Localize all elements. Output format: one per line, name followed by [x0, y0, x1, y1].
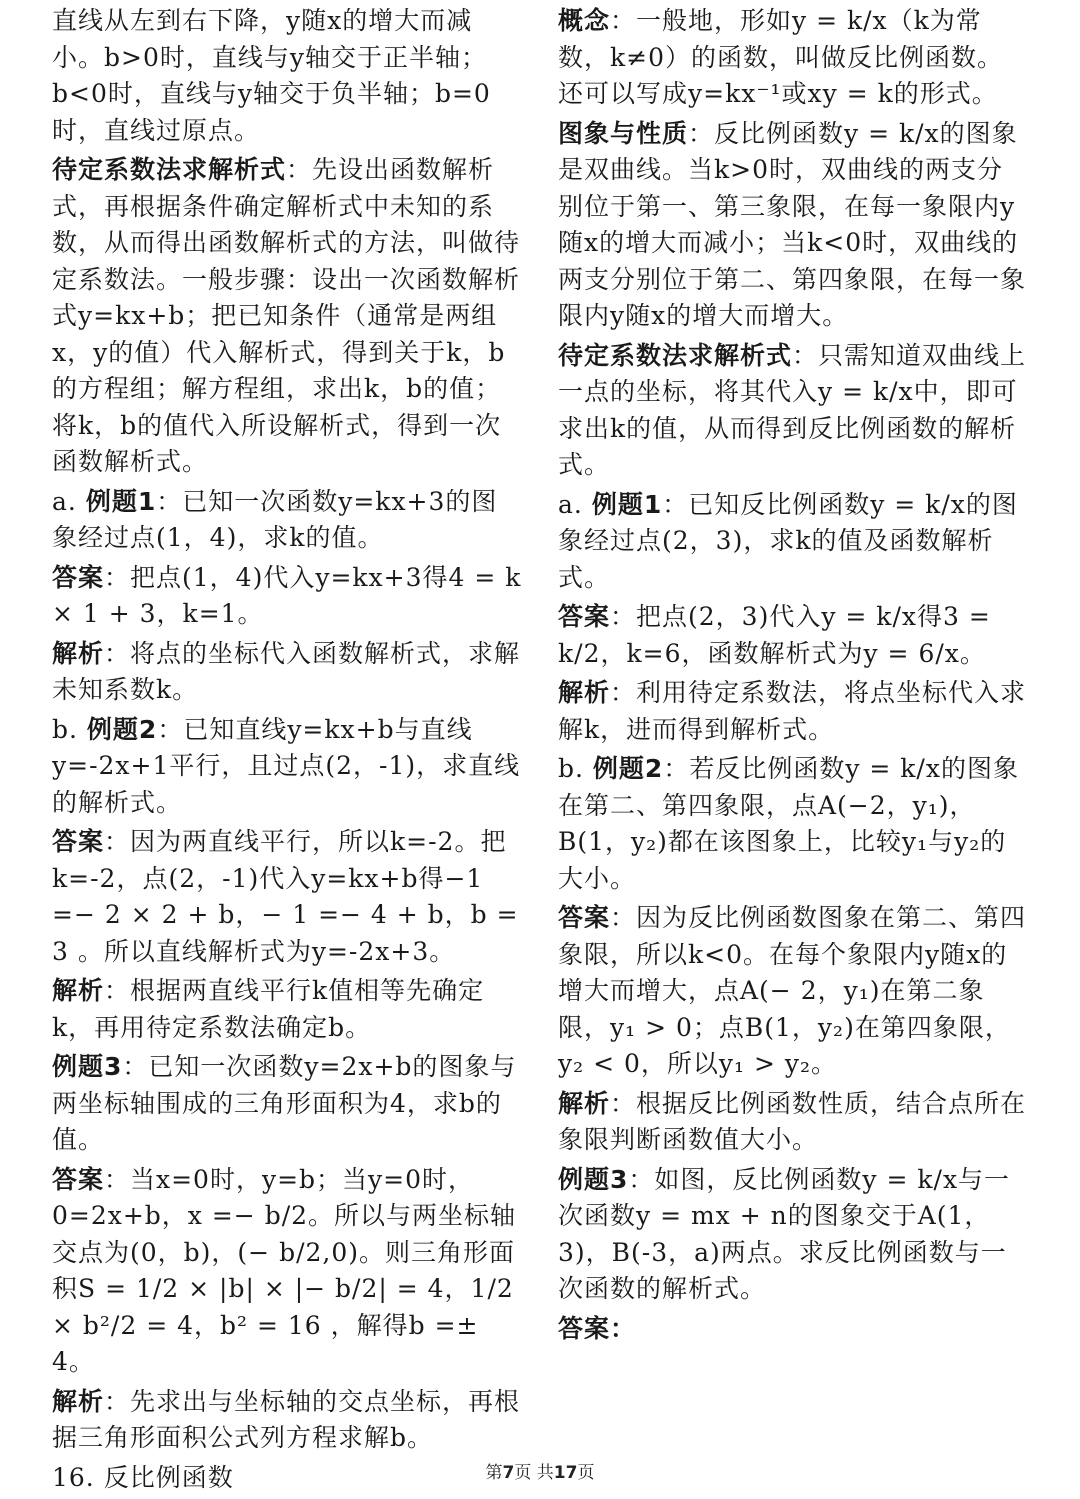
- linear-example-1-analysis: 解析：将点的坐标代入函数解析式，求解未知系数k。: [52, 638, 521, 704]
- inverse-example-3: 例题3：如图，反比例函数y = k/x与一次函数y = mx + n的图象交于A(1，3)，B(-3，a)两点。求反比例函数与一次函数的解析式。: [558, 1164, 1011, 1303]
- total-page-count: 17: [553, 1463, 578, 1483]
- inverse-function-concept: 概念：一般地，形如y = k/x（k为常数，k≠0）的函数，叫做反比例函数。还可以写成y=kx⁻¹或xy = k的形式。: [558, 6, 1004, 108]
- inverse-example-1-analysis: 解析：利用待定系数法，将点坐标代入求解k，进而得到解析式。: [558, 678, 1027, 744]
- linear-example-2-analysis: 解析：根据两直线平行k值相等先确定k，再用待定系数法确定b。: [52, 976, 485, 1042]
- inverse-graph-properties: 图象与性质：反比例函数y = k/x的图象是双曲线。当k>0时，双曲线的两支分别位于第一、第三象限，在每一象限内y随x的增大而减小；当k<0时，双曲线的两支分别位于第二、第四象限，在每一象限内y随x的增大而增大。: [558, 118, 1027, 330]
- inverse-example-2-analysis: 解析：根据反比例函数性质，结合点所在象限判断函数值大小。: [558, 1088, 1027, 1154]
- linear-example-1: a. 例题1：已知一次函数y=kx+3的图象经过点(1，4)，求k的值。: [52, 486, 498, 552]
- inverse-example-3-answer: 答案：: [558, 1313, 637, 1343]
- linear-undetermined-coefficient-method: 待定系数法求解析式：先设出函数解析式，再根据条件确定解析式中未知的系数，从而得出函数解析式的方法，叫做待定系数法。一般步骤：设出一次函数解析式y=kx+b；把已知条件（通常是两组x，y的值）代入解析式，得到关于k，b的方程组；解方程组，求出k，b的值；将k，b的值代入所设解析式，得到一次函数解析式。: [52, 155, 521, 476]
- linear-example-2: b. 例题2：已知直线y=kx+b与直线y=-2x+1平行，且过点(2，-1)，求直线的解析式。: [52, 714, 521, 817]
- linear-example-3-answer: 答案：当x=0时，y=b；当y=0时，0=2x+b，x =− b/2。所以与两坐标轴交点为(0，b)，(− b/2,0)。则三角形面积S = 1/2 × |b| × |− b/2| = 4，1/2 × b²/2 = 4，b² = 16 ，解得b =± 4。: [52, 1164, 517, 1376]
- linear-example-3: 例题3：已知一次函数y=2x+b的图象与两坐标轴围成的三角形面积为4，求b的值。: [52, 1052, 517, 1154]
- linear-example-1-answer: 答案：把点(1，4)代入y=kx+3得4 = k × 1 + 3，k=1。: [52, 562, 522, 628]
- current-page-number: 7: [502, 1463, 515, 1483]
- inverse-example-1-answer: 答案：把点(2，3)代入y = k/x得3 = k/2，k=6，函数解析式为y = 6/x。: [558, 602, 991, 668]
- linear-example-2-answer: 答案：因为两直线平行，所以k=-2。把k=-2，点(2，-1)代入y=kx+b得−1 =− 2 × 2 + b，− 1 =− 4 + b，b = 3 。所以直线解析式为y=-2x+3。: [52, 827, 519, 966]
- inverse-example-2: b. 例题2：若反比例函数y = k/x的图象在第二、第四象限，点A(−2，y₁)，B(1，y₂)都在该图象上，比较y₁与y₂的大小。: [558, 754, 1019, 893]
- linear-function-properties: 直线从左到右下降，y随x的增大而减小。b>0时，直线与y轴交于正半轴；b<0时，直线与y轴交于负半轴；b=0时，直线过原点。: [52, 6, 491, 145]
- inverse-example-2-answer: 答案：因为反比例函数图象在第二、第四象限，所以k<0。在每个象限内y随x的增大而增大，点A(− 2，y₁)在第二象限，y₁ > 0；点B(1，y₂)在第四象限，y₂ < 0，所以y₁ > y₂。: [558, 903, 1027, 1078]
- inverse-undetermined-coefficient-method: 待定系数法求解析式：只需知道双曲线上一点的坐标，将其代入y = k/x中，即可求出k的值，从而得到反比例函数的解析式。: [558, 340, 1027, 479]
- page-footer: 第7页 共17页: [485, 1463, 595, 1483]
- inverse-example-1: a. 例题1：已知反比例函数y = k/x的图象经过点(2，3)，求k的值及函数解析式。: [558, 489, 1018, 592]
- section-heading: 16. 反比例函数: [52, 1462, 234, 1492]
- linear-example-3-analysis: 解析：先求出与坐标轴的交点坐标，再根据三角形面积公式列方程求解b。: [52, 1386, 521, 1452]
- left-column: [52, 3, 522, 1499]
- right-column: [558, 3, 1028, 1350]
